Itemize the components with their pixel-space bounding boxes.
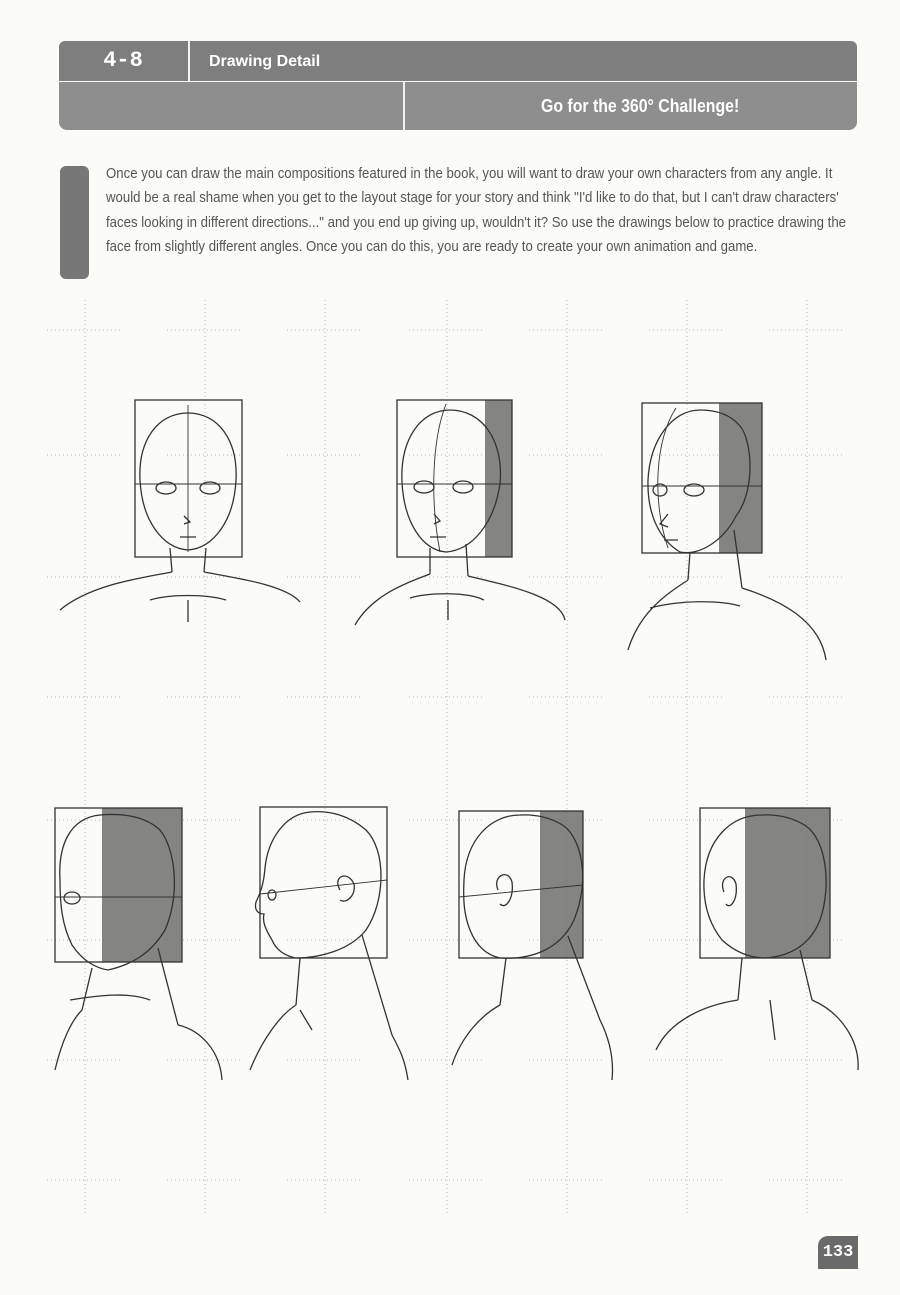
right-eye (453, 481, 473, 493)
head-drawing (55, 808, 182, 962)
shaded-area (745, 808, 830, 958)
rear-three-quarter-figure (452, 815, 613, 1080)
shaded-area (540, 811, 583, 958)
left-eye (414, 481, 434, 493)
head-figures (55, 400, 858, 1080)
intro-paragraph: Once you can draw the main compositions featured in the book, you will want to draw your own characters from any angle. It would be a real shame when you get to the layout stage for your story and think "I'd like to do that, but I can't draw characters' faces looking in different directions..." and you end up giving up, wouldn't it? So use the drawings below to practice drawing the face from slightly different angles. Once you can do this, you are ready to create your own animation and game. (106, 165, 847, 255)
profile-figure (250, 812, 408, 1080)
ear (723, 877, 737, 906)
head-drawing (135, 400, 242, 557)
chapter-number: 4-8 (103, 48, 143, 73)
section-title: Drawing Detail (209, 53, 321, 70)
shoulders (55, 948, 222, 1080)
shaded-area (719, 403, 762, 553)
shaded-area (102, 808, 182, 962)
eye (268, 890, 276, 900)
shoulders (355, 544, 565, 625)
head-drawing (397, 400, 512, 557)
center-guide (434, 404, 446, 552)
page-number: 133 (818, 1236, 858, 1269)
shoulders (250, 935, 408, 1080)
ear (338, 876, 354, 901)
front-view-figure (60, 405, 300, 622)
eye (64, 892, 80, 904)
head-drawing (642, 403, 762, 553)
shaded-area (485, 400, 512, 557)
ear (497, 875, 513, 906)
shoulders (656, 950, 858, 1070)
slight-turn-figure (355, 404, 565, 625)
eye-guide (260, 880, 387, 894)
page-subtitle: Go for the 360° Challenge! (540, 96, 739, 116)
shoulders (60, 548, 300, 622)
nose-mouth (430, 514, 446, 537)
construction-box (135, 400, 242, 557)
